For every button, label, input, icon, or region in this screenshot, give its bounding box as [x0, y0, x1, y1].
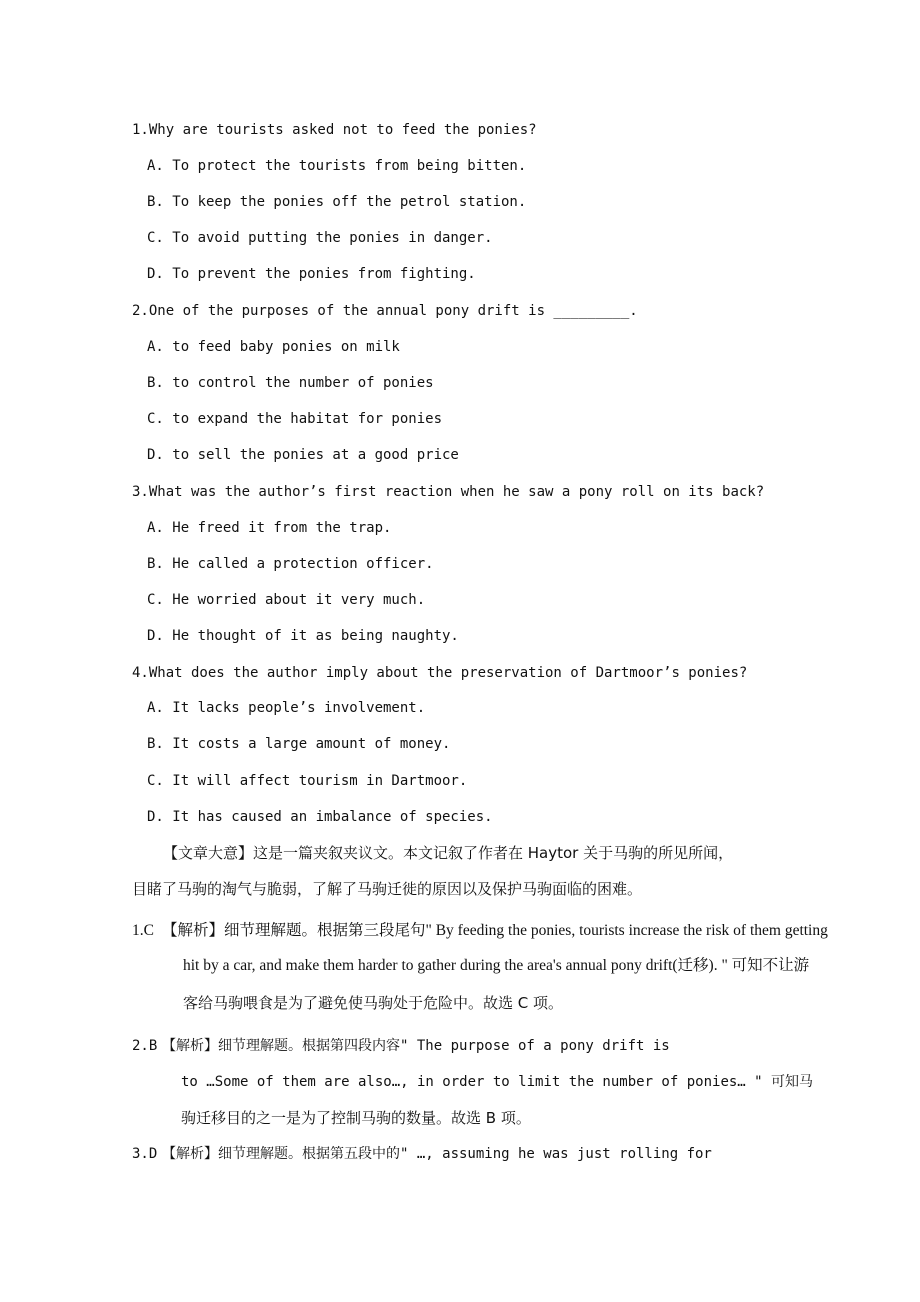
answer-2-number: 2.B: [132, 1038, 158, 1054]
question-3-option-a: A. He freed it from the trap.: [147, 520, 392, 536]
question-4-option-b: B. It costs a large amount of money.: [147, 736, 451, 752]
answer-3-tag: 【解析】: [162, 1146, 218, 1162]
question-1-stem: 1.Why are tourists asked not to feed the ponies?: [132, 122, 537, 138]
question-2-option-d: D. to sell the ponies at a good price: [147, 447, 459, 463]
answer-3-number: 3.D: [132, 1146, 158, 1162]
answer-1-header: [132, 920, 828, 941]
question-3-option-d: D. He thought of it as being naughty.: [147, 628, 459, 644]
question-2-option-a: A. to feed baby ponies on milk: [147, 339, 400, 355]
answer-2-line-1: 细节理解题。根据第四段内容" The purpose of a pony drift is: [218, 1038, 670, 1054]
question-4-option-c: C. It will affect tourism in Dartmoor.: [147, 773, 468, 789]
answer-1-line-1: 细节理解题。根据第三段尾句" By feeding the ponies, tourists increase the risk of them getting: [224, 922, 828, 939]
question-1-option-d: D. To prevent the ponies from fighting.: [147, 266, 476, 282]
answer-3-line-1: 细节理解题。根据第五段中的" …, assuming he was just rolling for: [218, 1146, 712, 1162]
summary-line-2: 目睹了马驹的淘气与脆弱，了解了马驹迁徙的原因以及保护马驹面临的困难。: [132, 880, 643, 898]
summary-line-1: 【文章大意】这是一篇夹叙夹议文。本文记叙了作者在 Haytor 关于马驹的所见所闻，: [163, 844, 734, 862]
answer-3-header: [132, 1144, 712, 1164]
answer-2-tag: 【解析】: [162, 1038, 218, 1054]
answer-2-header: [132, 1036, 670, 1056]
answer-1-line-3: 客给马驹喂食是为了避免使马驹处于危险中。故选 C 项。: [183, 994, 564, 1012]
question-1-option-a: A. To protect the tourists from being bitten.: [147, 158, 527, 174]
question-4-option-d: D. It has caused an imbalance of species.: [147, 809, 493, 825]
question-3-option-c: C. He worried about it very much.: [147, 592, 426, 608]
question-2-stem: 2.One of the purposes of the annual pony drift is _________.: [132, 303, 638, 319]
question-1-option-c: C. To avoid putting the ponies in danger.: [147, 230, 493, 246]
answer-1-number: 1.C: [132, 922, 154, 939]
answer-2-line-2: to …Some of them are also…, in order to limit the number of ponies… " 可知马: [181, 1074, 814, 1090]
question-4-stem: 4.What does the author imply about the preservation of Dartmoor’s ponies?: [132, 665, 748, 681]
question-3-option-b: B. He called a protection officer.: [147, 556, 434, 572]
question-3-stem: 3.What was the author’s first reaction when he saw a pony roll on its back?: [132, 484, 765, 500]
answer-1-line-2: hit by a car, and make them harder to gather during the area's annual pony drift(迁移). " 可知不让游: [183, 957, 810, 974]
question-4-option-a: A. It lacks people’s involvement.: [147, 700, 426, 716]
question-2-option-b: B. to control the number of ponies: [147, 375, 434, 391]
question-2-option-c: C. to expand the habitat for ponies: [147, 411, 443, 427]
answer-1-tag: 【解析】: [162, 921, 225, 939]
question-1-option-b: B. To keep the ponies off the petrol station.: [147, 194, 527, 210]
answer-2-line-3: 驹迁移目的之一是为了控制马驹的数量。故选 B 项。: [181, 1109, 531, 1127]
